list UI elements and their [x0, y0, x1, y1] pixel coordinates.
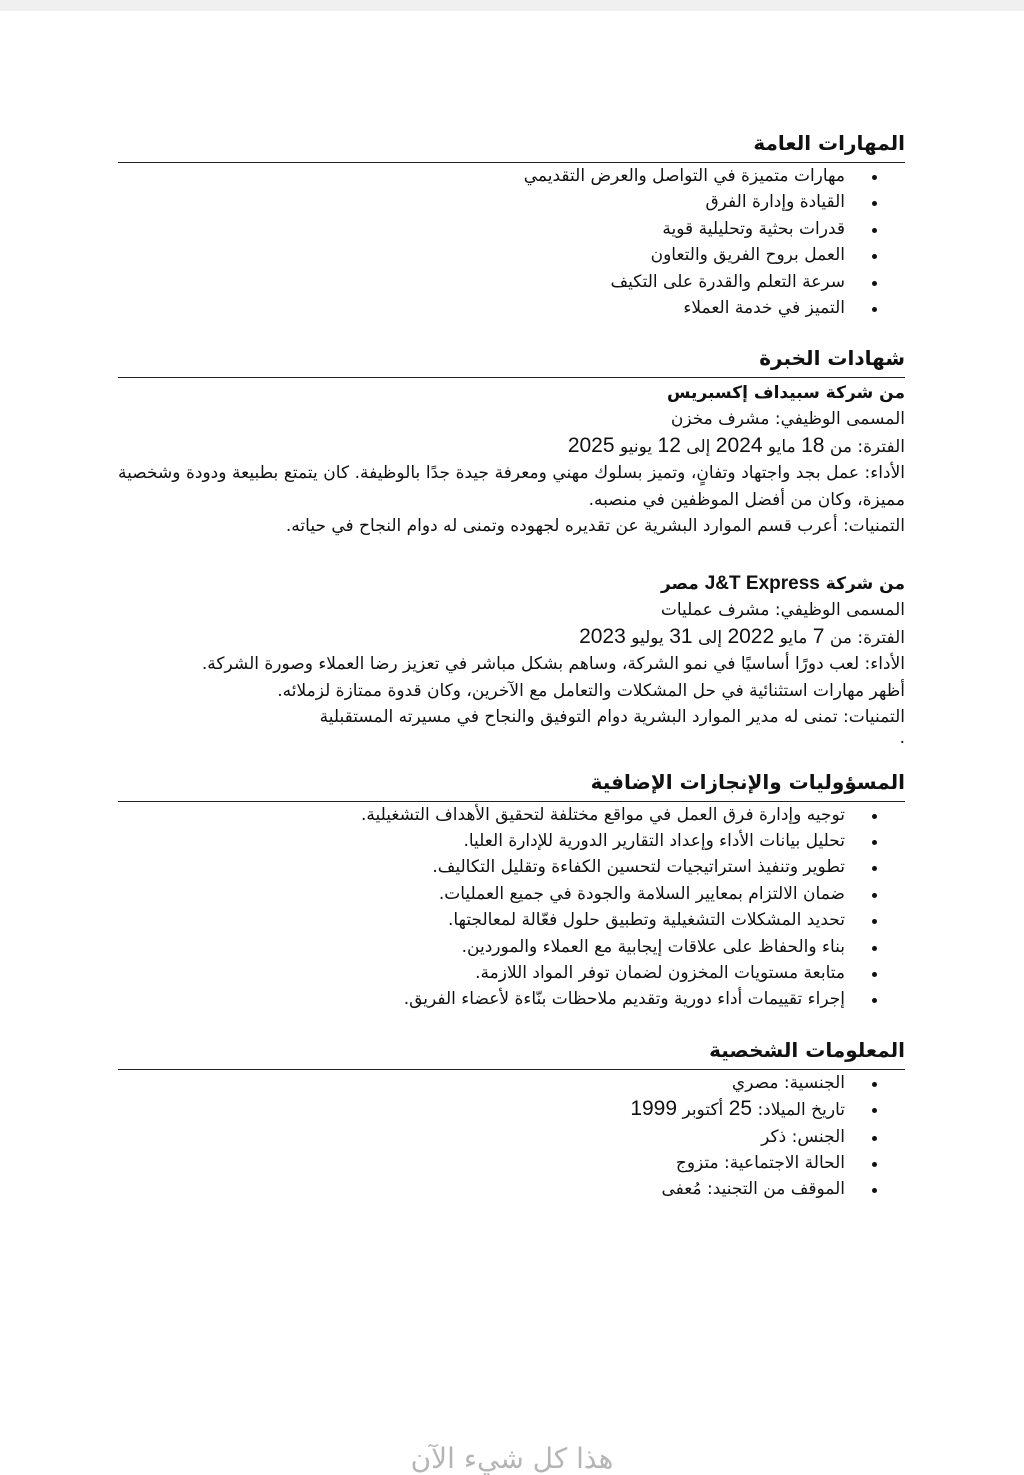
month-from: مايو: [767, 436, 796, 457]
responsibilities-title: المسؤوليات والإنجازات الإضافية: [118, 767, 905, 802]
personal-section: [118, 1035, 905, 1203]
job-performance: الأداء: لعب دورًا أساسيًا في نمو الشركة، وساهم بشكل مباشر في تعزيز رضا العملاء وصورة الشركة.: [201, 654, 905, 675]
spacer: [118, 539, 905, 569]
company-name: من شركة سبيداف إكسبريس: [667, 383, 905, 404]
job-wishes: التمنيات: أعرب قسم الموارد البشرية عن تقديره لجهوده وتمنى له دوام النجاح في حياته.: [285, 516, 905, 537]
marital-item: الحالة الاجتماعية: متزوج: [118, 1150, 845, 1176]
next-page-ghost-text: هذا كل شيء الآن: [410, 1442, 614, 1475]
day-from: 18: [801, 433, 825, 457]
experience-section: [118, 343, 905, 748]
list-item: التميز في خدمة العملاء: [118, 295, 845, 321]
company-name: [118, 571, 905, 597]
nationality-item: الجنسية: مصري: [118, 1070, 845, 1096]
list-item: العمل بروح الفريق والتعاون: [118, 242, 845, 268]
skills-section: [118, 128, 905, 321]
year-to: 2023: [579, 624, 626, 648]
job-title: المسمى الوظيفي: مشرف مخزن: [670, 409, 905, 430]
responsibilities-list: [118, 802, 905, 1013]
job-period: [118, 433, 905, 460]
list-item: بناء والحفاظ على علاقات إيجابية مع العملاء والموردين.: [118, 934, 845, 960]
list-item: سرعة التعلم والقدرة على التكيف: [118, 269, 845, 295]
list-item: توجيه وإدارة فرق العمل في مواقع مختلفة لتحقيق الأهداف التشغيلية.: [118, 802, 845, 828]
month-from: مايو: [779, 627, 808, 648]
birth-year: 1999: [630, 1097, 678, 1121]
military-item: الموقف من التجنيد: مُعفى: [118, 1176, 845, 1202]
list-item: إجراء تقييمات أداء دورية وتقديم ملاحظات بنّاءة لأعضاء الفريق.: [118, 986, 845, 1012]
list-item: متابعة مستويات المخزون لضمان توفر المواد اللازمة.: [118, 960, 845, 986]
birthdate-item: [118, 1096, 845, 1123]
company-prefix: من شركة: [825, 574, 905, 595]
personal-title: المعلومات الشخصية: [118, 1035, 905, 1070]
period-label: الفترة: من: [829, 627, 905, 648]
list-item: مهارات متميزة في التواصل والعرض التقديمي: [118, 163, 845, 189]
year-from: 2022: [727, 624, 775, 648]
list-item: القيادة وإدارة الفرق: [118, 189, 845, 215]
year-to: 2025: [567, 433, 615, 457]
period-label: الفترة: من: [829, 436, 905, 457]
job-performance: الأداء: عمل بجد واجتهاد وتفانٍ، وتميز بسلوك مهني ومعرفة جيدة جدًا بالوظيفة. كان يتمتع بطبيعة ودودة وشخصية مميزة، وكان من أفضل الموظفين في منصبه.: [118, 463, 905, 510]
resume-content: [118, 128, 905, 1225]
list-item: ضمان الالتزام بمعايير السلامة والجودة في جميع العمليات.: [118, 881, 845, 907]
personal-list: [118, 1070, 905, 1203]
list-item: قدرات بحثية وتحليلية قوية: [118, 216, 845, 242]
month-to: يوليو: [631, 627, 664, 648]
company-suffix: مصر: [660, 574, 699, 595]
job-title: المسمى الوظيفي: مشرف عمليات: [660, 600, 905, 621]
birth-label: تاريخ الميلاد:: [757, 1100, 845, 1121]
job-performance-2: أظهر مهارات استثنائية في حل المشكلات والتعامل مع الآخرين، وكان قدوة ممتازة لزملائه.: [277, 680, 905, 701]
company-brand: J&T Express: [704, 573, 820, 595]
day-to: 31: [669, 624, 693, 648]
responsibilities-section: [118, 767, 905, 1013]
list-item: تحديد المشكلات التشغيلية وتطبيق حلول فعّالة لمعالجتها.: [118, 907, 845, 933]
job-entry-2: [118, 571, 905, 748]
skills-list: [118, 163, 905, 321]
to-word: إلى: [686, 436, 711, 457]
job-entry-1: [118, 380, 905, 539]
job-wishes: التمنيات: تمنى له مدير الموارد البشرية دوام التوفيق والنجاح في مسيرته المستقبلية: [319, 707, 905, 728]
birth-month: أكتوبر: [682, 1100, 724, 1121]
list-item: تطوير وتنفيذ استراتيجيات لتحسين الكفاءة وتقليل التكاليف.: [118, 854, 845, 880]
month-to: يونيو: [619, 436, 653, 457]
skills-title: المهارات العامة: [118, 128, 905, 163]
experience-title: شهادات الخبرة: [118, 343, 905, 378]
list-item: تحليل بيانات الأداء وإعداد التقارير الدورية للإدارة العليا.: [118, 828, 845, 854]
job-period: [118, 624, 905, 651]
year-from: 2024: [715, 433, 763, 457]
to-word: إلى: [697, 627, 723, 648]
day-from: 7: [812, 624, 825, 648]
birth-day: 25: [728, 1097, 753, 1121]
day-to: 12: [657, 433, 681, 457]
trailing-dot: .: [899, 727, 905, 748]
gender-item: الجنس: ذكر: [118, 1124, 845, 1150]
